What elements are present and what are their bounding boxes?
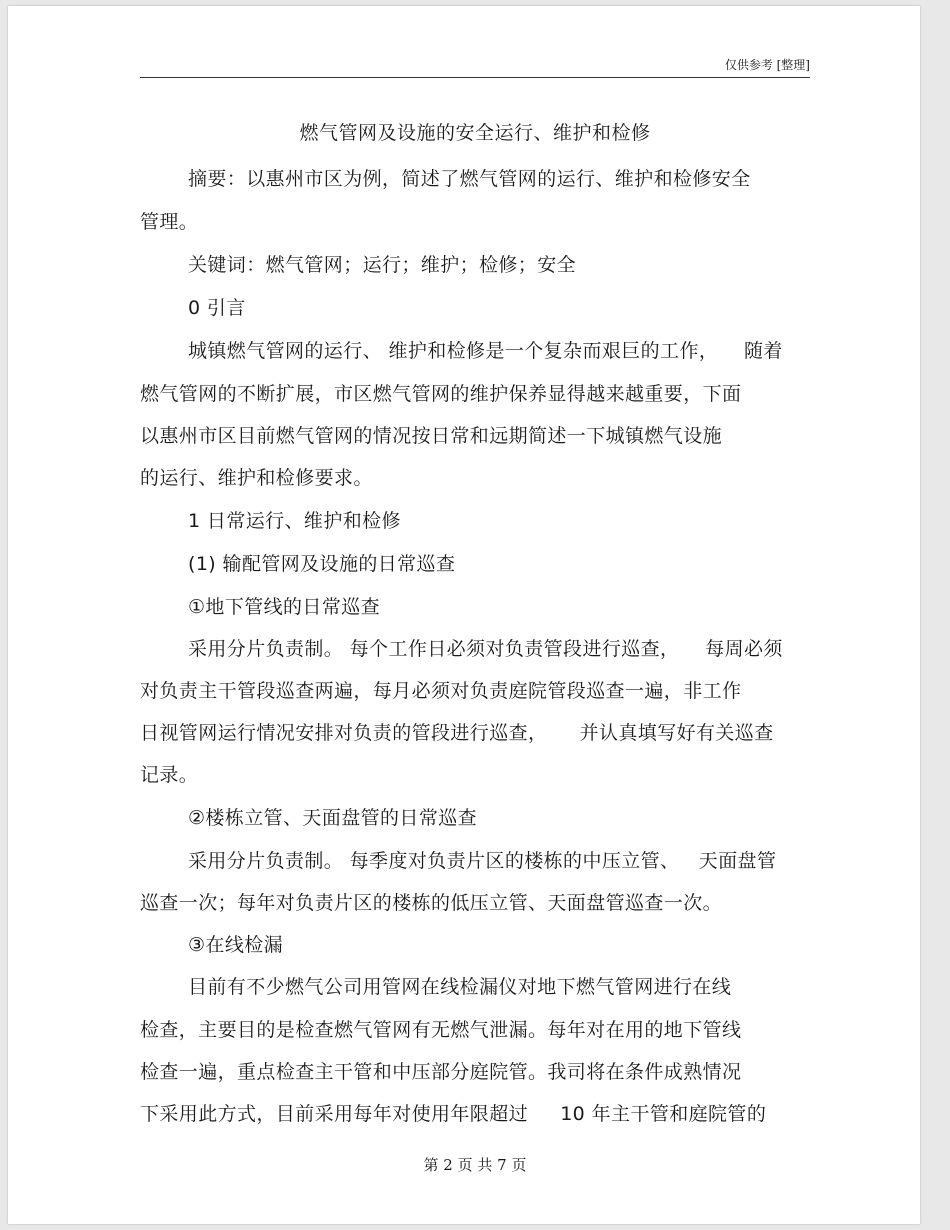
subsection-heading: ②楼栋立管、天面盘管的日常巡查	[188, 807, 478, 829]
paragraph-line: 的运行、维护和检修要求。	[140, 467, 373, 489]
subsection-heading: ③在线检漏	[188, 934, 284, 956]
paragraph-line: 采用分片负责制。 每季度对负责片区的楼栋的中压立管、 天面盘管	[188, 850, 777, 872]
paragraph-line: 对负责主干管段巡查两遍，每月必须对负责庭院管段巡查一遍，非工作	[140, 680, 742, 702]
subsection-heading: ①地下管线的日常巡查	[188, 596, 381, 618]
page-footer: 第 2 页 共 7 页	[423, 1156, 527, 1174]
paragraph-line: 下采用此方式，目前采用每年对使用年限超过 10 年主干管和庭院管的	[140, 1103, 767, 1125]
paragraph-line: 检查，主要目的是检查燃气管网有无燃气泄漏。每年对在用的地下管线	[140, 1019, 742, 1041]
section-heading: 0 引言	[188, 297, 246, 319]
paragraph-line: 巡查一次；每年对负责片区的楼栋的低压立管、天面盘管巡查一次。	[140, 892, 723, 914]
header-rule	[140, 77, 810, 78]
keywords-line: 关键词：燃气管网；运行；维护；检修；安全	[188, 254, 577, 276]
paragraph-line: 记录。	[140, 764, 199, 786]
paragraph-line: 城镇燃气管网的运行、 维护和检修是一个复杂而艰巨的工作， 随着	[188, 340, 783, 362]
paragraph-line: 燃气管网的不断扩展，市区燃气管网的维护保养显得越来越重要，下面	[140, 383, 742, 405]
page-header: 仅供参考 [整理]	[724, 58, 810, 72]
section-heading: 1 日常运行、维护和检修	[188, 510, 401, 532]
paragraph-line: 检查一遍，重点检查主干管和中压部分庭院管。我司将在条件成熟情况	[140, 1061, 742, 1083]
paragraph-line: 日视管网运行情况安排对负责的管段进行巡查， 并认真填写好有关巡查	[140, 722, 774, 744]
paragraph-line: 以惠州市区目前燃气管网的情况按日常和远期简述一下城镇燃气设施	[140, 425, 723, 447]
paragraph-line: 采用分片负责制。 每个工作日必须对负责管段进行巡查， 每周必须	[188, 638, 783, 660]
document-page	[8, 6, 920, 1224]
abstract-line: 摘要：以惠州市区为例，简述了燃气管网的运行、维护和检修安全	[188, 168, 751, 190]
document-title: 燃气管网及设施的安全运行、维护和检修	[299, 122, 651, 144]
subsection-heading: (1) 输配管网及设施的日常巡查	[188, 553, 456, 575]
abstract-line: 管理。	[140, 211, 199, 233]
paragraph-line: 目前有不少燃气公司用管网在线检漏仪对地下燃气管网进行在线	[188, 976, 732, 998]
